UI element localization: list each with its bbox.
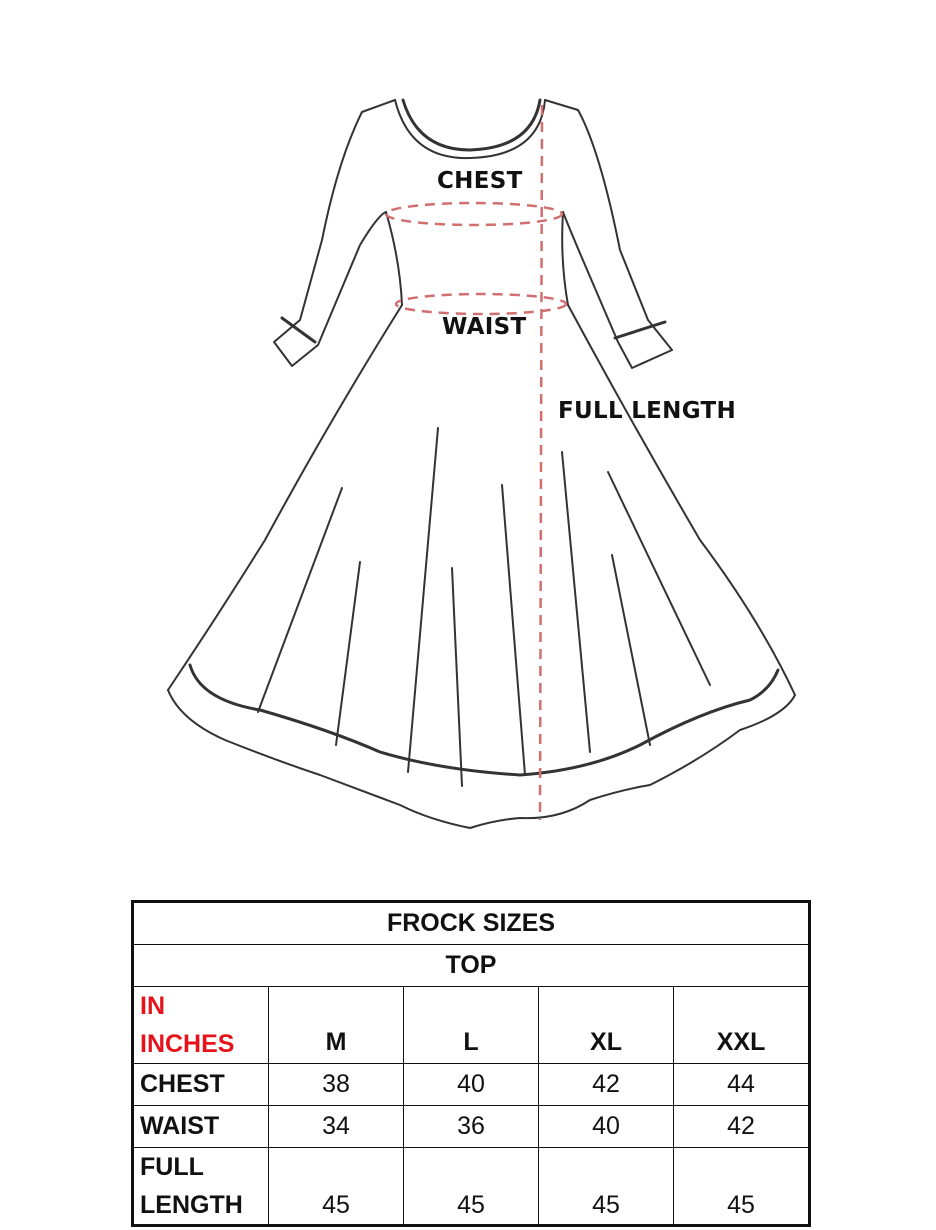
table-title: FROCK SIZES bbox=[133, 902, 810, 945]
size-header-row bbox=[133, 987, 810, 1064]
table-row bbox=[133, 1064, 810, 1106]
neckline-trim bbox=[403, 100, 540, 150]
chest-label: CHEST bbox=[437, 168, 523, 194]
row-label-full-length-line1: FULL bbox=[140, 1153, 204, 1181]
length-m: 45 bbox=[269, 1148, 404, 1226]
unit-label-line1: IN bbox=[140, 992, 165, 1020]
size-m: M bbox=[269, 987, 404, 1064]
bodice-right bbox=[562, 212, 568, 305]
waist-l: 36 bbox=[404, 1106, 539, 1148]
waist-xxl: 42 bbox=[674, 1106, 810, 1148]
skirt-left bbox=[168, 305, 402, 690]
chest-xl: 42 bbox=[539, 1064, 674, 1106]
table-subtitle: TOP bbox=[133, 945, 810, 987]
length-xxl: 45 bbox=[674, 1148, 810, 1226]
table-row bbox=[133, 1148, 810, 1226]
row-label-full-length bbox=[133, 1148, 269, 1226]
size-xl: XL bbox=[539, 987, 674, 1064]
chest-xxl: 44 bbox=[674, 1064, 810, 1106]
table-title-row bbox=[133, 902, 810, 945]
waist-xl: 40 bbox=[539, 1106, 674, 1148]
row-label-chest: CHEST bbox=[133, 1064, 269, 1106]
chest-m: 38 bbox=[269, 1064, 404, 1106]
table-row bbox=[133, 1106, 810, 1148]
unit-label-line2: INCHES bbox=[140, 1030, 235, 1058]
size-l: L bbox=[404, 987, 539, 1064]
size-chart-table bbox=[131, 900, 811, 1227]
waist-m: 34 bbox=[269, 1106, 404, 1148]
full-length-label: FULL LENGTH bbox=[558, 398, 737, 424]
full-length-measure-line bbox=[540, 105, 542, 820]
skirt-right bbox=[568, 305, 795, 695]
length-l: 45 bbox=[404, 1148, 539, 1226]
row-label-waist: WAIST bbox=[133, 1106, 269, 1148]
length-xl: 45 bbox=[539, 1148, 674, 1226]
unit-label bbox=[133, 987, 269, 1064]
chest-measure-line bbox=[386, 203, 562, 225]
row-label-full-length-line2: LENGTH bbox=[140, 1191, 243, 1219]
bodice-left bbox=[386, 212, 402, 305]
chest-l: 40 bbox=[404, 1064, 539, 1106]
right-sleeve bbox=[545, 100, 672, 368]
table-subtitle-row bbox=[133, 945, 810, 987]
size-xxl: XXL bbox=[674, 987, 810, 1064]
hem-band bbox=[190, 665, 778, 775]
waist-label: WAIST bbox=[442, 314, 527, 340]
right-cuff bbox=[615, 322, 665, 338]
